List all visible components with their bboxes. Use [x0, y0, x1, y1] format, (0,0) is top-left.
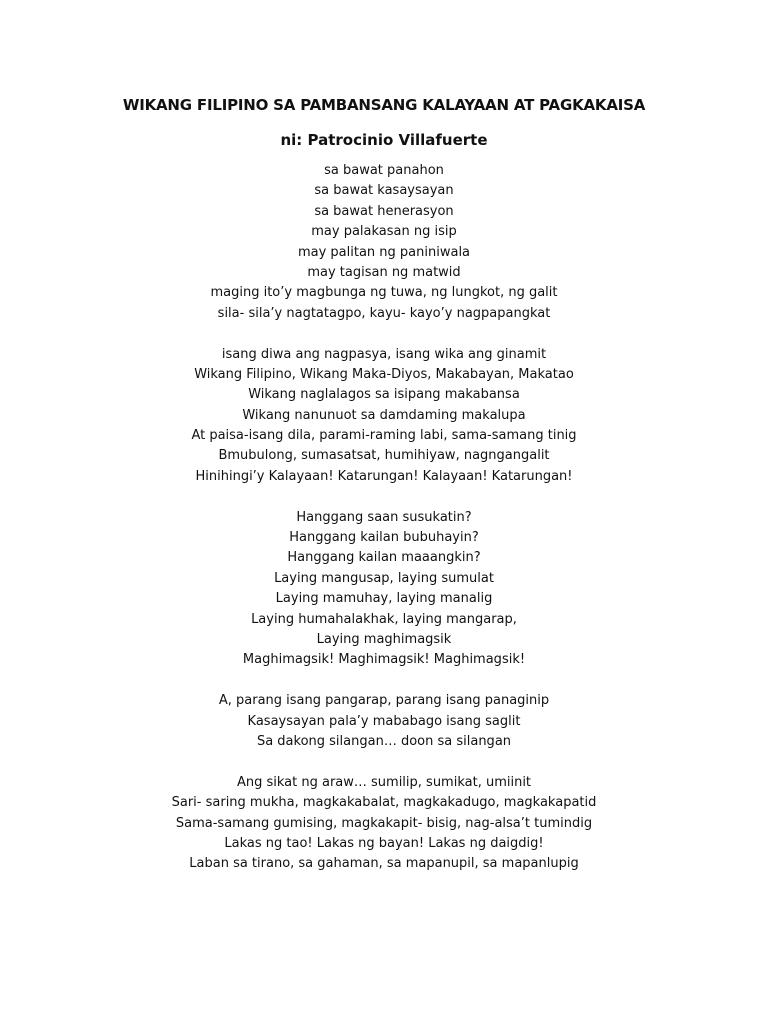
stanza-4 [0, 691, 768, 752]
poem-line: Hinihingi’y Kalayaan! Katarungan! Kalayaan! Katarungan! [195, 468, 573, 484]
poem-line: Hanggang kailan maaangkin? [287, 550, 481, 566]
poem-line: sila- sila’y nagtatagpo, kayu- kayo’y nagpapangkat [217, 305, 551, 321]
poem-line: Wikang nanunuot sa damdaming makalupa [242, 407, 526, 423]
poem-line: Wikang Filipino, Wikang Maka-Diyos, Makabayan, Makatao [194, 366, 574, 382]
poem-line: sa bawat henerasyon [314, 203, 454, 219]
poem-line: Ang sikat ng araw… sumilip, sumikat, umiinit [236, 774, 532, 790]
poem-body [0, 161, 768, 895]
poem-line: Laying maghimagsik [316, 631, 452, 647]
poem-line: sa bawat panahon [324, 163, 444, 178]
poem-line: sa bawat kasaysayan [314, 183, 454, 199]
poem-line: Kasaysayan pala’y mababago isang saglit [247, 713, 521, 729]
stanza-1 [0, 161, 768, 324]
stanza-2 [0, 345, 768, 488]
poem-line: Sa dakong silangan… doon sa silangan [256, 733, 512, 749]
poem-line: may palakasan ng isip [311, 224, 457, 240]
poem-line: Laying mamuhay, laying manalig [275, 591, 493, 607]
poem-line: Sari- saring mukha, magkakabalat, magkakadugo, magkakapatid [171, 795, 597, 811]
poem-author: ni: Patrocinio Villafuerte [280, 131, 488, 149]
stanza-3 [0, 508, 768, 671]
poem-line: Wikang naglalagos sa isipang makabansa [248, 387, 520, 403]
poem-line: Bmubulong, sumasatsat, humihiyaw, nagngangalit [218, 448, 550, 464]
poem-line: Laying humahalakhak, laying mangarap, [251, 611, 517, 627]
poem-line: Lakas ng tao! Lakas ng bayan! Lakas ng daigdig! [224, 835, 544, 851]
poem-line: maging ito’y magbunga ng tuwa, ng lungkot, ng galit [210, 285, 558, 301]
poem-line: Hanggang kailan bubuhayin? [289, 530, 479, 546]
poem-line: A, parang isang pangarap, parang isang panaginip [218, 693, 550, 709]
stanza-5 [0, 773, 768, 875]
poem-line: may palitan ng paniniwala [297, 244, 471, 260]
poem-line: may tagisan ng matwid [307, 264, 461, 280]
poem-line: At paisa-isang dila, parami-raming labi, sama-samang tinig [191, 428, 577, 444]
poem-line: Maghimagsik! Maghimagsik! Maghimagsik! [242, 652, 526, 668]
poem-line: isang diwa ang nagpasya, isang wika ang ginamit [221, 346, 547, 362]
poem-line: Sama-samang gumising, magkakapit- bisig, nag-alsa’t tumindig [175, 815, 593, 831]
poem-line: Hanggang saan susukatin? [296, 509, 472, 525]
poem-line: Laban sa tirano, sa gahaman, sa mapanupil, sa mapanlupig [189, 856, 579, 872]
poem-line: Laying mangusap, laying sumulat [274, 570, 494, 586]
poem-title: WIKANG FILIPINO SA PAMBANSANG KALAYAAN AT PAGKAKAISA [122, 96, 646, 114]
